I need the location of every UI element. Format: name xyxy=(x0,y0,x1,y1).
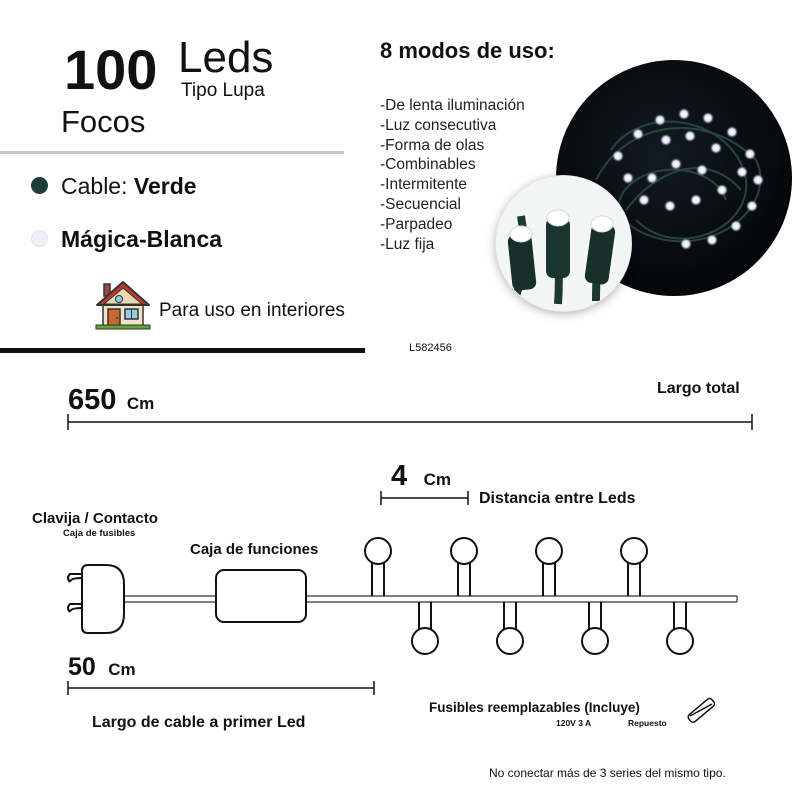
spacing-unit: Cm xyxy=(423,470,451,489)
warning-text: No conectar más de 3 series del mismo tipo. xyxy=(489,766,726,780)
total-length-label: Largo total xyxy=(657,380,740,397)
cable-value: Verde xyxy=(133,173,197,199)
lead-length-value: 50 xyxy=(68,653,96,681)
light-color-label: Mágica-Blanca xyxy=(61,226,223,252)
led-bulbs-lower xyxy=(412,602,693,654)
modes-title: 8 modos de uso: xyxy=(380,38,555,63)
total-length-unit: Cm xyxy=(126,394,155,413)
mode-item: -De lenta iluminación xyxy=(380,97,525,114)
fuse-icon xyxy=(687,697,716,723)
mode-item: -Intermitente xyxy=(380,176,468,194)
plug-label: Clavija / Contacto xyxy=(32,510,158,527)
lead-length-unit: Cm xyxy=(108,660,136,679)
mode-item: -Forma de olas xyxy=(380,136,485,154)
fuse-rating: 120V 3 A xyxy=(556,718,592,728)
mode-item: -Luz fija xyxy=(380,235,435,253)
led-count: 100 xyxy=(64,38,158,101)
total-length xyxy=(68,383,154,422)
cable-label: Cable: xyxy=(61,173,128,199)
product-sku: L582456 xyxy=(409,342,452,354)
fuse-label: Fusibles reemplazables (Incluye) xyxy=(429,700,640,715)
plug-icon xyxy=(68,565,124,633)
tipo-label: Tipo Lupa xyxy=(181,80,265,101)
plug-sublabel: Caja de fusibles xyxy=(63,528,136,539)
spacing-label: Distancia entre Leds xyxy=(479,490,636,507)
fuse-spare-label: Repuesto xyxy=(628,718,667,728)
lead-length-label: Largo de cable a primer Led xyxy=(92,714,306,731)
focos-label: Focos xyxy=(61,104,146,139)
spacing xyxy=(391,459,451,498)
led-bulbs-upper xyxy=(365,538,647,596)
mode-item: -Combinables xyxy=(380,156,476,174)
leds-label: Leds xyxy=(178,33,274,82)
total-length-dimension-line xyxy=(68,414,752,430)
mode-item: -Secuencial xyxy=(380,195,461,213)
mode-item: -Luz consecutiva xyxy=(380,116,497,134)
control-box-icon xyxy=(216,570,306,622)
spacing-value: 4 xyxy=(391,460,408,492)
mode-item: -Parpadeo xyxy=(380,215,453,233)
lead-length xyxy=(68,650,136,688)
total-length-value: 650 xyxy=(68,384,117,416)
control-box-label: Caja de funciones xyxy=(190,541,319,558)
indoor-use-text: Para uso en interiores xyxy=(159,300,345,321)
